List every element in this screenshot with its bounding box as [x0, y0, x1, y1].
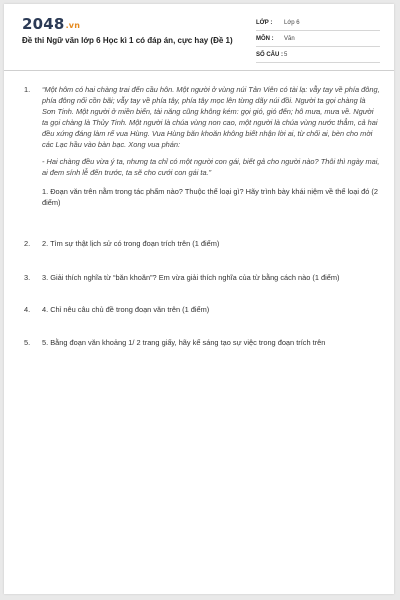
question-body: [42, 272, 380, 283]
question-number: 5.: [24, 338, 31, 347]
question-body: [42, 238, 380, 249]
meta-label: MÔN :: [256, 35, 274, 42]
meta-label: LỚP :: [256, 19, 273, 26]
meta-value: 5: [284, 51, 288, 58]
logo-number: 2048: [22, 15, 65, 33]
question-number: 1.: [24, 85, 31, 94]
document-header: [4, 4, 394, 66]
meta-value: Văn: [284, 35, 295, 42]
reading-passage: “Một hôm có hai chàng trai đến cầu hôn. Một người ở vùng núi Tản Viên có tài lạ: vẫy tay về phía đông, phía đông nổi cồn bãi; vẫy tay về phía tây, phía tây mọc lên từng dãy núi đồi. Người ta gọi chàng là Sơn Tinh. Một người ở miền biển, tài năng cũng không kém: gọi gió, gió đến; hô mưa, mưa về. Người ta gọi chàng là Thủy Tinh. Một người là chúa vùng non cao, một người là chúa vùng nước thẳm, cả hai đều xứng đáng làm rể vua Hùng. Vua Hùng băn khoăn không biết nhận lời ai, từ chối ai, bèn cho mời các Lạc hầu vào bàn bạc. Xong vua phán:: [42, 85, 380, 149]
meta-row-question-count: [256, 47, 380, 63]
question-body: [42, 304, 380, 315]
question-number: 3.: [24, 273, 31, 282]
document-page: [4, 4, 394, 594]
question-body: [42, 84, 380, 208]
meta-value: Lớp 6: [284, 19, 300, 26]
question-text: 3. Giải thích nghĩa từ “băn khoăn”? Em vừa giải thích nghĩa của từ bằng cách nào (1 điểm): [42, 273, 340, 282]
meta-label: SỐ CÂU :: [256, 51, 283, 58]
question-text: 5. Bằng đoạn văn khoảng 1/ 2 trang giấy, hãy kể sáng tạo sự việc trong đoạn trích trên: [42, 338, 326, 347]
question-body: [42, 337, 380, 348]
logo-tld: .vn: [65, 21, 81, 30]
question-text: 4. Chỉ nêu câu chủ đề trong đoạn văn trên (1 điểm): [42, 305, 210, 314]
question-text: 2. Tìm sự thật lịch sử có trong đoạn trích trên (1 điểm): [42, 239, 220, 248]
document-title: Đề thi Ngữ văn lớp 6 Học kì 1 có đáp án, cực hay (Đề 1): [22, 36, 233, 45]
question-text: 1. Đoạn văn trên nằm trong tác phẩm nào? Thuộc thể loại gì? Hãy trình bày khái niệm về thể loại đó (2 điểm): [42, 187, 378, 207]
header-divider: [4, 70, 394, 71]
meta-info-table: [256, 15, 380, 63]
question-number: 2.: [24, 239, 31, 248]
site-logo[interactable]: [22, 15, 80, 33]
meta-row-class: [256, 15, 380, 31]
meta-row-subject: [256, 31, 380, 47]
reading-passage-quote: - Hai chàng đều vừa ý ta, nhưng ta chỉ có một người con gái, biết gả cho người nào? Thôi thì ngày mai, ai đem sính lễ đến trước, ta sẽ cho cưới con gái ta.”: [42, 157, 380, 177]
question-number: 4.: [24, 305, 31, 314]
